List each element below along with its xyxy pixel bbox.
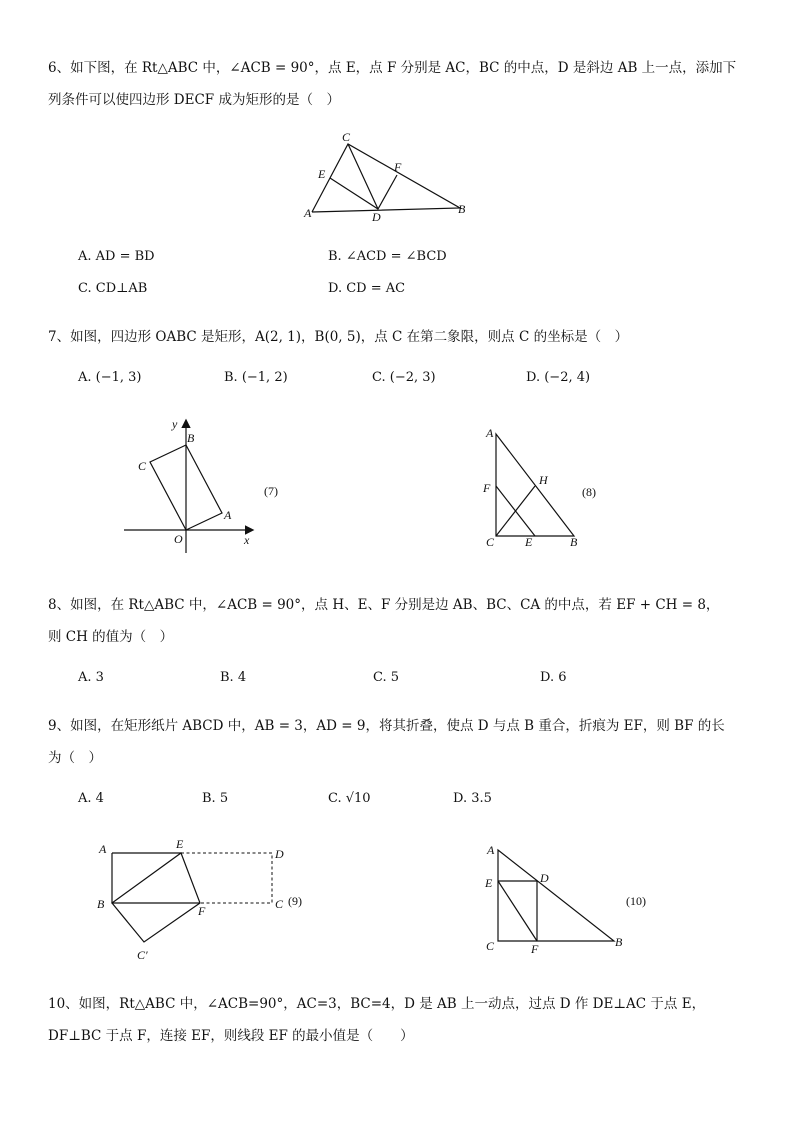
q6-option-d: D. CD = AC: [328, 281, 406, 296]
q9-stem-line2: 为（ ）: [48, 750, 102, 766]
q10-stem-line1: 10、如图，Rt△ABC 中，∠ACB=90°，AC=3，BC=4，D 是 AB 上一动点，过点 D 作 DE⊥AC 于点 E，: [48, 996, 706, 1012]
q8-option-c: C. 5: [373, 670, 400, 685]
q9-label-A: A: [99, 842, 107, 856]
q6-option-b: B. ∠ACD = ∠BCD: [328, 249, 447, 264]
q6-label-E: E: [318, 167, 326, 181]
q10-label-C: C: [486, 939, 495, 953]
q8-figure: [478, 420, 618, 550]
q9-label-Cprime: C′: [137, 948, 148, 962]
q9-label-D: D: [275, 847, 284, 861]
q7-figure-tag: (7): [264, 484, 278, 498]
q7-option-a: A. (−1, 3): [78, 370, 142, 385]
q6-label-F: F: [394, 160, 402, 174]
q9-option-b: B. 5: [202, 791, 229, 806]
q8-stem-line1: 8、如图，在 Rt△ABC 中，∠ACB = 90°，点 H、E、F 分别是边 AB、BC、CA 的中点，若 EF + CH = 8，: [48, 597, 720, 613]
q6-label-D: D: [372, 210, 381, 224]
q7-stem: 7、如图，四边形 OABC 是矩形，A(2, 1)，B(0, 5)，点 C 在第二象限，则点 C 的坐标是（ ）: [48, 329, 629, 345]
q9-label-F: F: [198, 904, 206, 918]
q8-option-d: D. 6: [540, 670, 567, 685]
q6-stem-line2: 列条件可以使四边形 DECF 成为矩形的是（ ）: [48, 92, 340, 108]
q9-option-d: D. 3.5: [453, 791, 492, 806]
q8-label-F: F: [483, 481, 491, 495]
q7-option-d: D. (−2, 4): [526, 370, 591, 385]
q9-option-a: A. 4: [78, 791, 104, 806]
q7-option-c: C. (−2, 3): [372, 370, 436, 385]
q8-label-B: B: [570, 535, 578, 549]
q8-option-b: B. 4: [220, 670, 247, 685]
q7-label-A: A: [224, 508, 232, 522]
q8-option-a: A. 3: [78, 670, 104, 685]
q10-label-E: E: [485, 876, 493, 890]
q6-option-c: C. CD⊥AB: [78, 281, 148, 296]
q10-label-B: B: [615, 935, 623, 949]
q9-option-c: C. √10: [328, 791, 371, 806]
q8-figure-tag: (8): [582, 485, 596, 499]
q6-figure: [290, 128, 490, 228]
q7-label-x: x: [244, 533, 250, 547]
q9-label-E: E: [176, 837, 184, 851]
q7-label-C: C: [138, 459, 147, 473]
q9-label-C: C: [275, 897, 284, 911]
q10-label-A: A: [487, 843, 495, 857]
q7-label-O: O: [174, 532, 183, 546]
q7-figure: [120, 415, 300, 555]
q8-label-H: H: [539, 473, 548, 487]
q8-stem-line2: 则 CH 的值为（ ）: [48, 629, 174, 645]
q8-label-C: C: [486, 535, 495, 549]
q9-figure: [94, 835, 324, 970]
q6-label-B: B: [458, 202, 466, 216]
q9-figure-tag: (9): [288, 894, 302, 908]
q10-label-F: F: [531, 942, 539, 956]
q8-label-E: E: [525, 535, 533, 549]
q6-label-A: A: [304, 206, 312, 220]
q10-figure-tag: (10): [626, 894, 646, 908]
q7-option-b: B. (−1, 2): [224, 370, 288, 385]
q6-label-C: C: [342, 130, 351, 144]
q9-label-B: B: [97, 897, 105, 911]
q6-stem-line1: 6、如下图，在 Rt△ABC 中，∠ACB = 90°，点 E，点 F 分别是 AC，BC 的中点，D 是斜边 AB 上一点，添加下: [48, 60, 737, 76]
q7-label-y: y: [172, 417, 178, 431]
q10-stem-line2: DF⊥BC 于点 F，连接 EF，则线段 EF 的最小值是（ ）: [48, 1028, 414, 1044]
q8-label-A: A: [486, 426, 494, 440]
q7-label-B: B: [187, 431, 195, 445]
q9-stem-line1: 9、如图，在矩形纸片 ABCD 中，AB = 3，AD = 9，将其折叠，使点 D 与点 B 重合，折痕为 EF，则 BF 的长: [48, 718, 725, 734]
q10-label-D: D: [540, 871, 549, 885]
q10-figure: [480, 840, 660, 960]
q6-option-a: A. AD = BD: [78, 249, 155, 264]
